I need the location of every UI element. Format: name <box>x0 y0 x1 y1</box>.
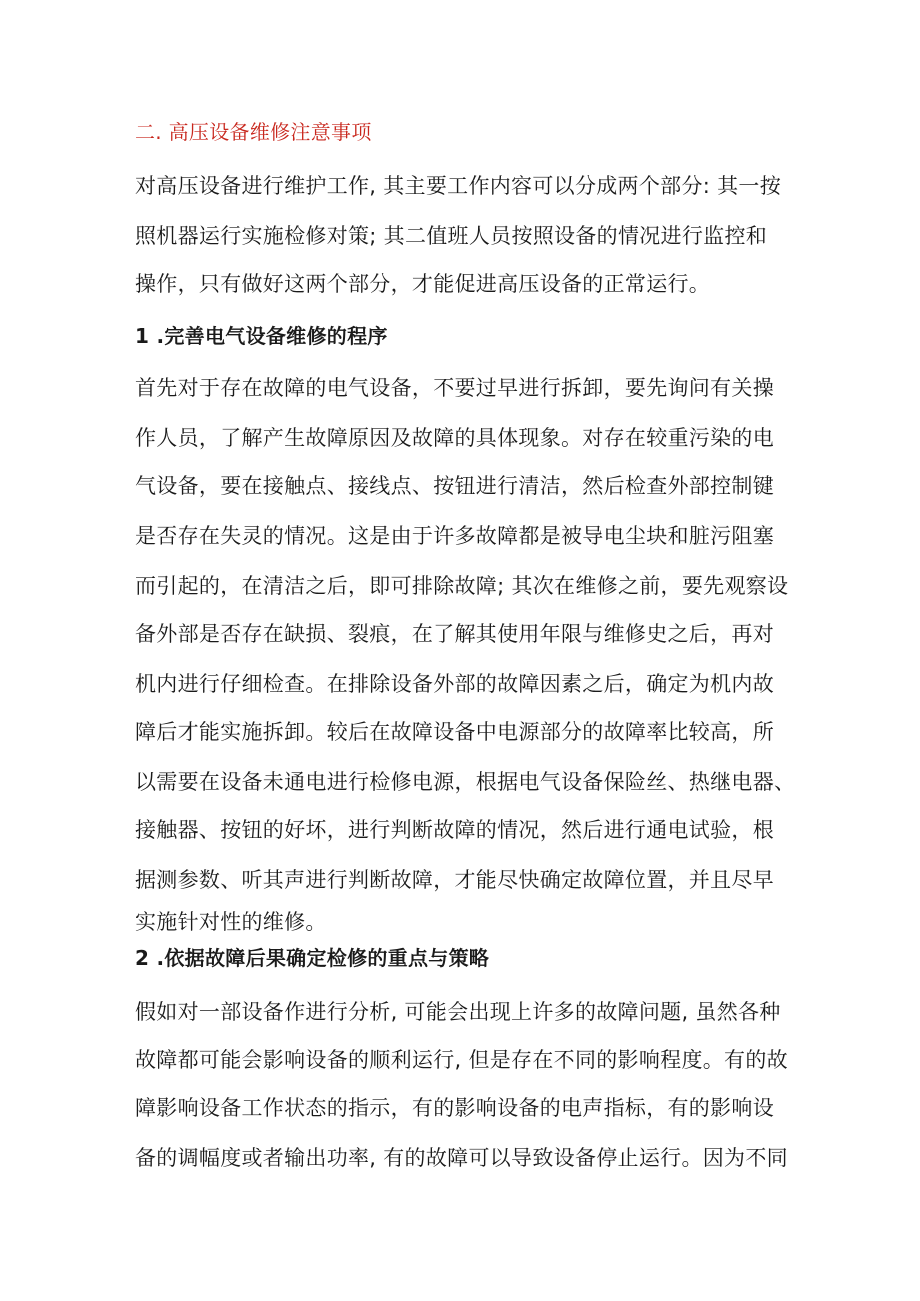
subsection-1-line-3: 气设备，要在接触点、接线点、按钮进行清洁，然后检查外部控制键 <box>135 474 774 498</box>
subsection-1-line-6: 备外部是否存在缺损、裂痕，在了解其使用年限与维修史之后，再对 <box>135 622 774 646</box>
subsection-2-line-3: 障影响设备工作状态的指示，有的影响设备的电声指标，有的影响设 <box>135 1096 774 1120</box>
subsection-1-line-2: 作人员，了解产生故障原因及故障的具体现象。对存在较重污染的电 <box>135 426 774 450</box>
subsection-2-line-4: 备的调幅度或者输出功率, 有的故障可以导致设备停止运行。因为不同 <box>135 1146 788 1170</box>
subsection-2-line-2: 故障都可能会影响设备的顺利运行, 但是存在不同的影响程度。有的故 <box>135 1048 788 1072</box>
subsection-1-line-8: 障后才能实施拆卸。较后在故障设备中电源部分的故障率比较高，所 <box>135 720 774 744</box>
subsection-1-line-4: 是否存在失灵的情况。这是由于许多故障都是被导电尘块和脏污阻塞 <box>135 524 774 548</box>
intro-line-1: 对高压设备进行维护工作, 其主要工作内容可以分成两个部分: 其一按 <box>135 174 781 198</box>
subsection-1-line-5: 而引起的，在清洁之后，即可排除故障; 其次在维修之前，要先观察设 <box>135 574 789 598</box>
subsection-1-line-11: 据测参数、听其声进行判断故障，才能尽快确定故障位置，并且尽早 <box>135 868 774 892</box>
section-title: 二. 高压设备维修注意事项 <box>135 120 372 144</box>
subsection-2-line-1: 假如对一部设备作进行分析, 可能会出现上许多的故障问题, 虽然各种 <box>135 1000 781 1024</box>
intro-line-3: 操作，只有做好这两个部分，才能促进高压设备的正常运行。 <box>135 272 711 296</box>
subsection-1-line-12: 实施针对性的维修。 <box>135 910 327 934</box>
subsection-2-title: 2 .依据故障后果确定检修的重点与策略 <box>135 946 490 970</box>
subsection-1-line-1: 首先对于存在故障的电气设备，不要过早进行拆卸，要先询问有关操 <box>135 376 774 400</box>
subsection-1-title: 1 .完善电气设备维修的程序 <box>135 324 388 348</box>
subsection-1-line-7: 机内进行仔细检查。在排除设备外部的故障因素之后，确定为机内故 <box>135 672 774 696</box>
subsection-1-line-10: 接触器、按钮的好坏，进行判断故障的情况，然后进行通电试验，根 <box>135 818 774 842</box>
subsection-1-line-9: 以需要在设备未通电进行检修电源，根据电气设备保险丝、热继电器、 <box>135 770 796 794</box>
intro-line-2: 照机器运行实施检修对策; 其二值班人员按照设备的情况进行监控和 <box>135 224 768 248</box>
